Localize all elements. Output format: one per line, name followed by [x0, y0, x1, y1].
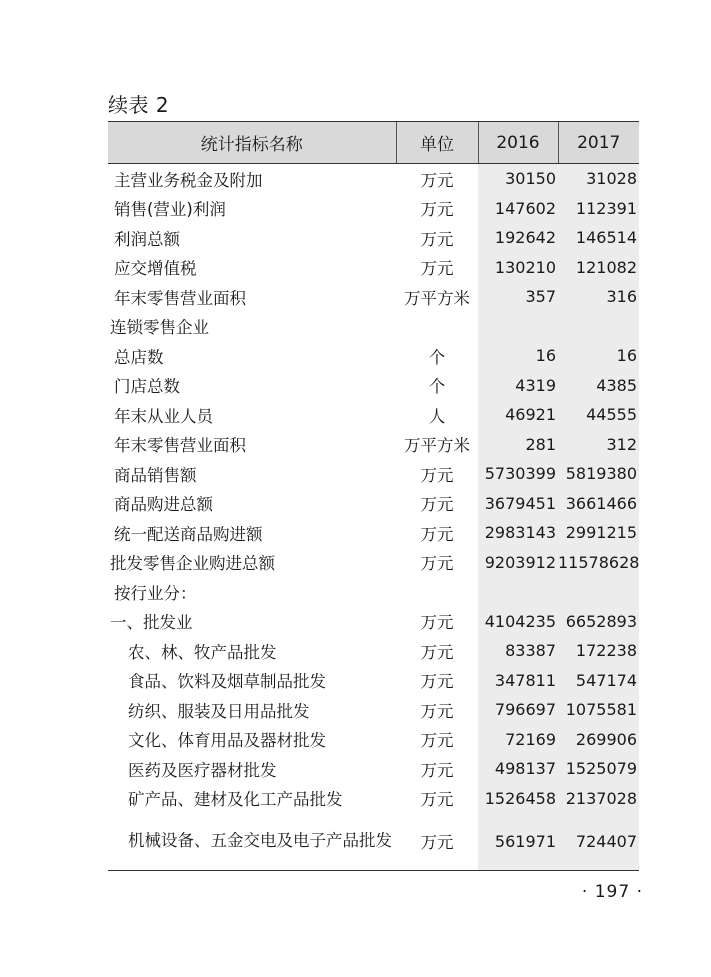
- table-row: [108, 784, 639, 813]
- page-number: · 197 ·: [581, 882, 643, 902]
- table-row: [108, 282, 639, 312]
- indicator-name: 统一配送商品购进额: [114, 524, 263, 544]
- indicator-unit: [396, 312, 478, 341]
- indicator-name: 主营业务税金及附加: [114, 170, 263, 190]
- value-2017: 1525079: [558, 754, 639, 784]
- indicator-unit: 万元: [420, 465, 454, 485]
- value-2016: 9203912: [478, 548, 558, 577]
- value-2017: 724407: [558, 813, 639, 871]
- value-2017: 1075581: [558, 695, 639, 725]
- value-2016: 192642: [478, 223, 558, 253]
- indicator-unit: 万元: [420, 790, 454, 809]
- table-row: [108, 489, 639, 518]
- value-2017: 312: [558, 430, 639, 459]
- indicator-unit: 人: [428, 406, 446, 426]
- table-row: [108, 636, 639, 666]
- value-2016: 347811: [478, 666, 558, 695]
- value-2016: 3679451: [478, 489, 558, 518]
- table-continued-title: 续表 2: [108, 93, 170, 117]
- value-2016: 796697: [478, 695, 558, 725]
- indicator-unit: 个: [428, 377, 446, 396]
- value-2017: 172238: [558, 636, 639, 666]
- value-2017: 31028: [558, 164, 639, 194]
- value-2017: [558, 577, 639, 607]
- value-2017: 44555: [558, 400, 639, 430]
- indicator-name: 食品、饮料及烟草制品批发: [128, 672, 326, 691]
- value-2017: 5819380: [558, 459, 639, 489]
- indicator-unit: 万元: [420, 672, 454, 691]
- value-2017: 6652893: [558, 607, 639, 636]
- table-row: [108, 813, 639, 871]
- indicator-unit: 万元: [420, 524, 454, 544]
- value-2016: 147602: [478, 194, 558, 223]
- table-row: [108, 223, 639, 253]
- value-2017: 146514: [558, 223, 639, 253]
- indicator-name: 年末从业人员: [114, 406, 213, 426]
- value-2016: 1526458: [478, 784, 558, 813]
- value-2017: 16: [558, 341, 639, 371]
- indicator-name: 门店总数: [114, 377, 180, 396]
- indicator-unit: 万元: [420, 554, 454, 573]
- value-2017: 2991215: [558, 518, 639, 548]
- table-row: [108, 253, 639, 282]
- table-row: [108, 430, 639, 459]
- table-row: [108, 754, 639, 784]
- table-row: [108, 725, 639, 754]
- table-row: [108, 194, 639, 223]
- value-2017: 112391: [558, 194, 639, 223]
- indicator-unit: 万元: [396, 813, 478, 871]
- value-2017: 316: [558, 282, 639, 312]
- indicator-unit: 个: [428, 347, 446, 367]
- value-2017: 2137028: [558, 784, 639, 813]
- section-heading: 按行业分：: [114, 583, 197, 603]
- table-row: [108, 695, 639, 725]
- table-section-row: [108, 312, 639, 341]
- indicator-name: 总店数: [114, 347, 164, 367]
- value-2016: 30150: [478, 164, 558, 194]
- indicator-name: 应交增值税: [114, 259, 197, 278]
- value-2017: 4385: [558, 371, 639, 400]
- value-2016: 498137: [478, 754, 558, 784]
- value-2017: 269906: [558, 725, 639, 754]
- indicator-name-text: 机械设备、五金交电及电子产品批发: [128, 831, 392, 851]
- value-2016: [478, 577, 558, 607]
- indicator-unit: 万元: [420, 760, 454, 780]
- value-2016: 561971: [478, 813, 558, 871]
- indicator-name: 一、批发业: [110, 613, 193, 632]
- value-2016: 5730399: [478, 459, 558, 489]
- indicator-unit: 万元: [420, 731, 454, 750]
- indicator-unit: 万元: [420, 170, 454, 190]
- indicator-unit: [396, 577, 478, 607]
- table-row: [108, 607, 639, 636]
- indicator-name: 商品销售额: [114, 465, 197, 485]
- value-2016: 16: [478, 341, 558, 371]
- indicator-unit: 万元: [420, 495, 454, 514]
- table-row: [108, 666, 639, 695]
- value-2016: 4104235: [478, 607, 558, 636]
- value-2016: 46921: [478, 400, 558, 430]
- indicator-unit: 万平方米: [404, 288, 470, 308]
- table-row: [108, 341, 639, 371]
- header-year-2016: 2016: [478, 122, 558, 164]
- indicator-name: 年末零售营业面积: [114, 436, 246, 455]
- value-2016: 281: [478, 430, 558, 459]
- indicator-name: 年末零售营业面积: [114, 288, 246, 308]
- table-row: [108, 371, 639, 400]
- table-row: [108, 518, 639, 548]
- indicator-unit: 万元: [420, 642, 454, 662]
- value-2016: [478, 312, 558, 341]
- indicator-name: 矿产品、建材及化工产品批发: [128, 790, 343, 809]
- indicator-name: 商品购进总额: [114, 495, 213, 514]
- indicator-unit: 万元: [420, 259, 454, 278]
- header-indicator-name: 统计指标名称: [108, 122, 396, 164]
- indicator-name: 批发零售企业购进总额: [110, 554, 275, 573]
- indicator-unit: 万元: [420, 701, 454, 721]
- indicator-unit: 万元: [420, 613, 454, 632]
- section-heading: 连锁零售企业: [110, 318, 209, 337]
- value-2017: 547174: [558, 666, 639, 695]
- value-2017: 11578628: [558, 548, 639, 577]
- header-year-2017: 2017: [558, 122, 639, 164]
- indicator-name: 利润总额: [114, 229, 180, 249]
- indicator-unit: 万元: [420, 229, 454, 249]
- value-2016: 2983143: [478, 518, 558, 548]
- indicator-name: 医药及医疗器材批发: [128, 760, 277, 780]
- table-row: [108, 164, 639, 194]
- indicator-name: 文化、体育用品及器材批发: [128, 731, 326, 750]
- indicator-name: 销售(营业)利润: [114, 200, 226, 219]
- table-row: [108, 548, 639, 577]
- indicator-unit: 万元: [420, 200, 454, 219]
- statistics-table: [108, 121, 639, 871]
- table-row: [108, 459, 639, 489]
- value-2016: 130210: [478, 253, 558, 282]
- indicator-name: 纺织、服装及日用品批发: [128, 701, 310, 721]
- header-unit: 单位: [396, 122, 478, 164]
- indicator-unit: 万平方米: [404, 436, 470, 455]
- table-row: [108, 400, 639, 430]
- indicator-name: 农、林、牧产品批发: [128, 642, 277, 662]
- value-2016: 83387: [478, 636, 558, 666]
- value-2017: [558, 312, 639, 341]
- value-2017: 121082: [558, 253, 639, 282]
- value-2016: 357: [478, 282, 558, 312]
- table-header-row: [108, 122, 639, 164]
- table-section-row: [108, 577, 639, 607]
- value-2016: 4319: [478, 371, 558, 400]
- indicator-name: [108, 813, 396, 871]
- value-2017: 3661466: [558, 489, 639, 518]
- value-2016: 72169: [478, 725, 558, 754]
